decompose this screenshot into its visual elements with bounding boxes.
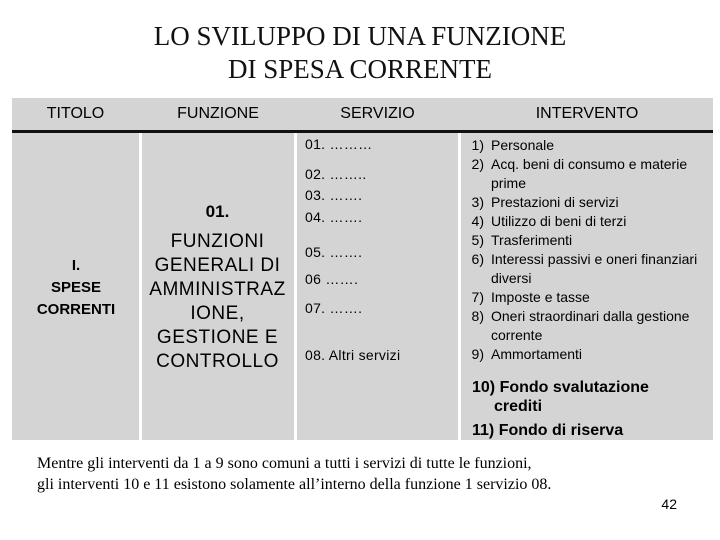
intervento-text: Prestazioni di servizi	[491, 194, 619, 210]
spesa-table	[12, 98, 713, 440]
intervento-item	[462, 193, 702, 212]
funzione-line: CONTROLLO	[156, 351, 279, 372]
funzione-numero: 01.	[205, 202, 230, 221]
header-intervento: INTERVENTO	[535, 105, 639, 122]
intervento-item	[462, 288, 702, 307]
servizio-item: 02. ……..	[305, 166, 367, 182]
intervento-text: Acq. beni di consumo e materie prime	[491, 156, 688, 191]
intervento-text: Oneri straordinari dalla gestione corrente	[491, 308, 690, 343]
intervento-11: 11) Fondo di riserva	[472, 422, 624, 439]
intervento-number: 6)	[471, 251, 484, 267]
footnote	[37, 453, 697, 495]
titolo-line2: CORRENTI	[36, 301, 116, 318]
intervento-item	[462, 231, 702, 250]
intervento-10	[472, 378, 649, 416]
servizio-item: 03. …….	[305, 187, 363, 203]
servizio-item: 05. …….	[305, 244, 363, 260]
intervento-number: 9)	[471, 346, 484, 362]
intervento-item	[462, 136, 702, 155]
intervento-text: Utilizzo di beni di terzi	[491, 213, 627, 229]
header-funzione: FUNZIONE	[177, 105, 259, 122]
funzione-line: AMMINISTRAZ	[149, 279, 286, 300]
funzione-line: GESTIONE E	[156, 327, 279, 348]
funzione-line: FUNZIONI	[170, 231, 265, 252]
intervento-item	[462, 155, 702, 193]
slide-title	[0, 20, 720, 86]
intervento-text: Trasferimenti	[491, 232, 573, 248]
column-separator	[458, 133, 461, 440]
funzione-line: GENERALI DI	[154, 255, 281, 276]
intervento-number: 8)	[471, 308, 484, 324]
header-servizio: SERVIZIO	[340, 105, 415, 122]
footnote-line2: gli interventi 10 e 11 esistono solamente all’interno della funzione 1 servizio 08.	[37, 476, 552, 493]
servizio-item: 07. …….	[305, 300, 363, 316]
page-number: 42	[661, 496, 677, 512]
intervento-text: Interessi passivi e oneri finanziari diversi	[491, 251, 698, 286]
intervento-text: Imposte e tasse	[491, 289, 590, 305]
servizio-item: 01. ………	[305, 136, 373, 152]
intervento-text: Personale	[491, 137, 555, 153]
funzione-name	[141, 230, 294, 374]
slide-title-line1: LO SVILUPPO DI UNA FUNZIONE	[153, 21, 567, 51]
intervento-number: 4)	[471, 213, 484, 229]
titolo-numero: I.	[71, 257, 81, 274]
servizio-item: 04. …….	[305, 209, 363, 225]
intervento-number: 7)	[471, 289, 484, 305]
intervento-10-line2: crediti	[494, 398, 543, 415]
intervento-item	[462, 212, 702, 231]
servizio-item: 06 …….	[305, 271, 359, 287]
servizio-item: 08. Altri servizi	[305, 347, 401, 363]
interventi-list	[462, 136, 702, 364]
intervento-number: 2)	[471, 156, 484, 172]
titolo-line1: SPESE	[50, 279, 102, 296]
intervento-number: 1)	[471, 137, 484, 153]
intervento-number: 5)	[471, 232, 484, 248]
intervento-item	[462, 345, 702, 364]
header-titolo: TITOLO	[46, 105, 105, 122]
intervento-text: Ammortamenti	[491, 346, 583, 362]
funzione-line: IONE,	[190, 303, 245, 324]
column-separator	[294, 133, 297, 440]
slide-title-line2: DI SPESA CORRENTE	[227, 54, 493, 84]
footnote-line1: Mentre gli interventi da 1 a 9 sono comuni a tutti i servizi di tutte le funzioni,	[37, 455, 532, 472]
titolo-cell	[12, 255, 140, 321]
intervento-item	[462, 250, 702, 288]
intervento-number: 3)	[471, 194, 484, 210]
intervento-10-line1: 10) Fondo svalutazione	[472, 379, 649, 396]
intervento-item	[462, 307, 702, 345]
header-divider	[12, 130, 713, 133]
